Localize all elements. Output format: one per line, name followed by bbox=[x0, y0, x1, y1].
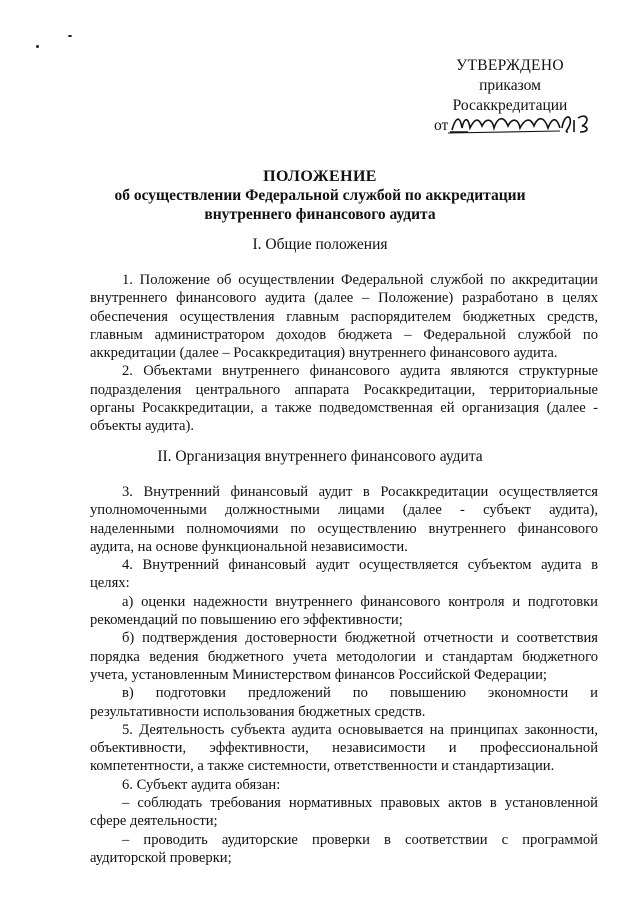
approval-block bbox=[430, 56, 590, 136]
scan-speck bbox=[36, 45, 39, 48]
paragraph-3: 3. Внутренний финансовый аудит в Росаккредитации осуществляется уполномоченными должностными лицами (далее - субъект аудита), наделенными полномочиями по осуществлению внутреннего финансового аудита, на основе функциональной независимости. bbox=[90, 484, 598, 555]
title-subtitle-1: об осуществлении Федеральной службой по аккредитации bbox=[114, 187, 526, 204]
section-heading-1: I. Общие положения bbox=[252, 236, 388, 253]
paragraph-4a: а) оценки надежности внутреннего финансового контроля и подготовки рекомендаций по повышению его эффективности; bbox=[90, 593, 598, 629]
paragraph-4: 4. Внутренний финансовый аудит осуществляется субъектом аудита в целях: bbox=[90, 557, 598, 592]
approval-date-prefix: от bbox=[434, 117, 449, 134]
paragraph-6b: – проводить аудиторские проверки в соответствии с программой аудиторской проверки; bbox=[90, 831, 598, 866]
approval-title: УТВЕРЖДЕНО bbox=[456, 57, 564, 74]
title-main: ПОЛОЖЕНИЕ bbox=[263, 168, 377, 185]
section-heading-2: II. Организация внутреннего финансового аудита bbox=[157, 448, 483, 465]
paragraph-1: 1. Положение об осуществлении Федеральной службой по аккредитации внутреннего финансового аудита (далее – Положение) разработано в целях обеспечения осуществления главным распорядителем бюджетных средств, главным администратором доходов бюджета – Федеральной службой по аккредитации (далее – Росаккредитация) внутреннего финансового аудита. bbox=[90, 272, 598, 362]
handwritten-date-number bbox=[448, 110, 598, 140]
section-1-body bbox=[90, 271, 598, 436]
approval-agency: Росаккредитации bbox=[452, 97, 568, 114]
title-subtitle-2: внутреннего финансового аудита bbox=[204, 206, 436, 223]
approval-date-line bbox=[430, 116, 590, 136]
section-2-body bbox=[90, 483, 598, 867]
paragraph-6a: – соблюдать требования нормативных правовых актов в установленной сфере деятельности; bbox=[90, 795, 598, 830]
paragraph-5: 5. Деятельность субъекта аудита основывается на принципах законности, объективности, эффективности, независимости и профессиональной компетентности, а также системности, ответственности и стандартизации. bbox=[90, 721, 598, 775]
approval-order-label: приказом bbox=[479, 77, 541, 94]
paragraph-6: 6. Субъект аудита обязан: bbox=[122, 776, 281, 793]
scan-speck bbox=[68, 35, 72, 37]
paragraph-2: 2. Объектами внутреннего финансового аудита являются структурные подразделения центрального аппарата Росаккредитации, территориальные органы Росаккредитации, а также подведомственная ей организация (далее - объекты аудита). bbox=[90, 363, 598, 435]
paragraph-4b: б) подтверждения достоверности бюджетной отчетности и соответствия порядка ведения бюджетного учета методологии и стандартам бюджетного учета, установленным Министерством финансов Российской Федерации; bbox=[90, 630, 598, 683]
document-title bbox=[0, 167, 640, 224]
paragraph-4c: в) подготовки предложений по повышению экономности и результативности использования бюджетных средств. bbox=[90, 685, 598, 720]
